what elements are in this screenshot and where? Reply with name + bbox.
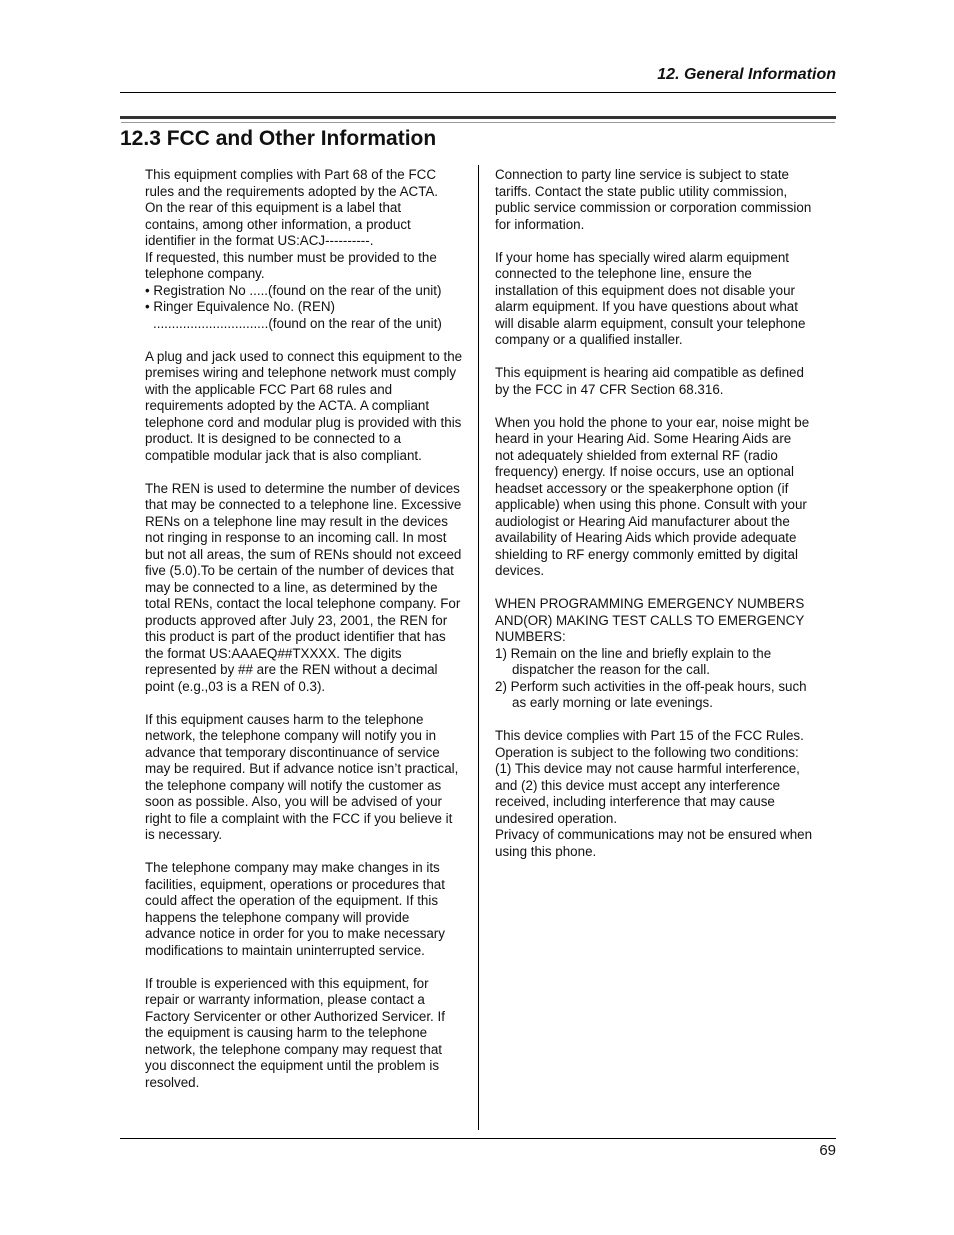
noise-paragraph: When you hold the phone to your ear, noise might be heard in your Hearing Aid. Some Hearing Aids are not adequately shielded from external RF (radio frequency) energy. If noise occurs, use an optional headset accessory or the speakerphone option (if applicable) when using this phone. Consult with your audiologist or Hearing Aid manufacturer about the availability of Hearing Aids which provide adequate shielding to RF energy commonly emitted by digital devices.: [495, 414, 810, 578]
text-line: If requested, this number must be provided to the: [145, 249, 437, 265]
footer-rule: [120, 1138, 836, 1139]
text-line: (1) This device may not cause harmful interference, and (2) this device must accept any interference received, including interference that may cause undesired operation.: [495, 761, 800, 826]
ren-location: ...............................(found on the rear of the unit): [153, 315, 442, 331]
changes-paragraph: The telephone company may make changes in its facilities, equipment, operations or procedures that could affect the operation of the equipment. If this happens the telephone company will provide advance notice in order for you to make necessary modifications to maintain uninterrupted service.: [145, 860, 445, 958]
part15-paragraph: [495, 728, 813, 860]
left-column: [145, 167, 463, 1108]
text-line: This device complies with Part 15 of the FCC Rules. Operation is subject to the following two conditions:: [495, 728, 804, 760]
section-title: 12.3 FCC and Other Information: [120, 127, 437, 150]
text-line: contains, among other information, a product: [145, 216, 411, 232]
text-line: This equipment complies with Part 68 of the FCC: [145, 167, 436, 182]
text-line: telephone company.: [145, 266, 265, 281]
text-line: Privacy of communications may not be ensured when using this phone.: [495, 827, 813, 859]
right-column: [495, 167, 813, 877]
emergency-item-2: 2) Perform such activities in the off-peak hours, such as early morning or late evenings.: [495, 678, 807, 710]
text-line: rules and the requirements adopted by the ACTA.: [145, 183, 439, 199]
header-rule: [120, 92, 836, 93]
page-number: 69: [819, 1142, 836, 1159]
plug-jack-paragraph: A plug and jack used to connect this equipment to the premises wiring and telephone network must comply with the applicable FCC Part 68 rules and requirements adopted by the ACTA. A compliant telephone cord and modular plug is provided with this product. It is designed to be connected to a compatible modular jack that is also compliant.: [145, 348, 463, 463]
hearing-aid-paragraph: This equipment is hearing aid compatible as defined by the FCC in 47 CFR Section 68.316.: [495, 365, 804, 397]
alarm-paragraph: If your home has specially wired alarm equipment connected to the telephone line, ensure the installation of this equipment does not disable your alarm equipment. If you have questions about what will disable alarm equipment, consult your telephone company or a qualified installer.: [495, 249, 806, 347]
section-bar: [120, 116, 836, 119]
party-line-paragraph: Connection to party line service is subject to state tariffs. Contact the state public utility commission, public service commission or corporation commission for information.: [495, 167, 812, 232]
text-line: On the rear of this equipment is a label that: [145, 200, 402, 215]
column-divider: [478, 165, 479, 1130]
text-line: identifier in the format US:ACJ----------.: [145, 233, 374, 248]
chapter-title: 12. General Information: [657, 66, 836, 83]
harm-paragraph: If this equipment causes harm to the telephone network, the telephone company will notify you in advance that temporary discontinuance of service may be required. But if advance notice isn’t practical, the telephone company will notify the customer as soon as possible. Also, you will be advised of your right to file a complaint with the FCC if you believe it is necessary.: [145, 711, 459, 842]
compliance-paragraph: [145, 167, 463, 332]
bullet-registration: • Registration No .....(found on the rear of the unit): [145, 282, 442, 298]
trouble-paragraph: If trouble is experienced with this equipment, for repair or warranty information, please contact a Factory Servicenter or other Authorized Servicer. If the equipment is causing harm to the telephone network, the telephone company may request that you disconnect the equipment until the problem is resolved.: [145, 975, 445, 1090]
emergency-paragraph: [495, 596, 813, 712]
emergency-item-1: 1) Remain on the line and briefly explain to the dispatcher the reason for the call.: [495, 645, 772, 677]
ren-paragraph: The REN is used to determine the number of devices that may be connected to a telephone line. Excessive RENs on a telephone line may result in the devices not ringing in response to an incoming call. In most but not all areas, the sum of RENs should not exceed five (5.0).To be certain of the number of devices that may be connected to a line, as determined by the total RENs, contact the local telephone company. For products approved after July 23, 2001, the REN for this product is part of the product identifier that has the format US:AAAEQ##TXXXX. The digits represented by ## are the REN without a decimal point (e.g.,03 is a REN of 0.3).: [145, 480, 462, 694]
emergency-heading: WHEN PROGRAMMING EMERGENCY NUMBERS AND(OR) MAKING TEST CALLS TO EMERGENCY NUMBERS:: [495, 596, 805, 644]
bullet-ren: • Ringer Equivalence No. (REN): [145, 299, 335, 314]
